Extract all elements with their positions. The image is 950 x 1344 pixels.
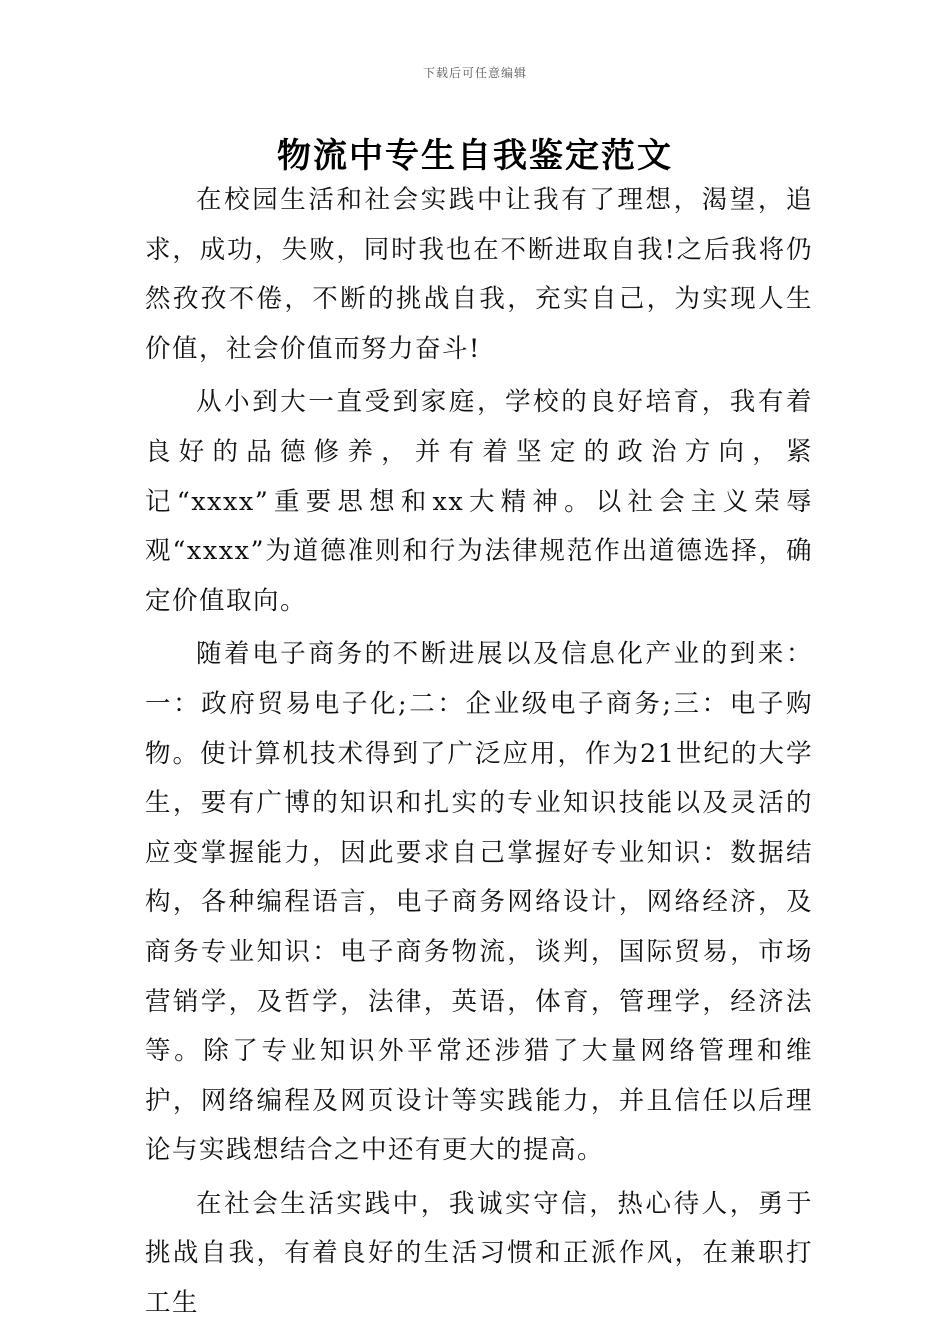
running-header: 下载后可任意编辑	[422, 66, 527, 80]
paragraph-4: 在社会生活实践中，我诚实守信，热心待人，勇于挑战自我，有着良好的生活习惯和正派作风，在兼职打工生	[145, 1188, 813, 1319]
paragraph-2: 从小到大一直受到家庭，学校的良好培育，我有着良好的品德修养，并有着坚定的政治方向，紧记“xxxx”重要思想和xx大精神。以社会主义荣辱观“xxxx”为道德准则和行为法律规范作出道德选择，确定价值取向。	[145, 387, 813, 616]
paragraph-3: 随着电子商务的不断进展以及信息化产业的到来：一：政府贸易电子化;二：企业级电子商务;三：电子购物。使计算机技术得到了广泛应用，作为21世纪的大学生，要有广博的知识和扎实的专业知识技能以及灵活的应变掌握能力，因此要求自己掌握好专业知识：数据结构，各种编程语言，电子商务网络设计，网络经济，及商务专业知识：电子商务物流，谈判，国际贸易，市场营销学，及哲学，法律，英语，体育，管理学，经济法等。除了专业知识外平常还涉猎了大量网络管理和维护，网络编程及网页设计等实践能力，并且信任以后理论与实践想结合之中还有更大的提高。	[145, 639, 813, 1166]
paragraph-1: 在校园生活和社会实践中让我有了理想，渴望，追求，成功，失败，同时我也在不断进取自我!之后我将仍然孜孜不倦，不断的挑战自我，充实自己，为实现人生价值，社会价值而努力奋斗!	[145, 185, 813, 364]
document-title: 物流中专生自我鉴定范文	[277, 136, 673, 176]
document-body	[145, 176, 813, 1333]
